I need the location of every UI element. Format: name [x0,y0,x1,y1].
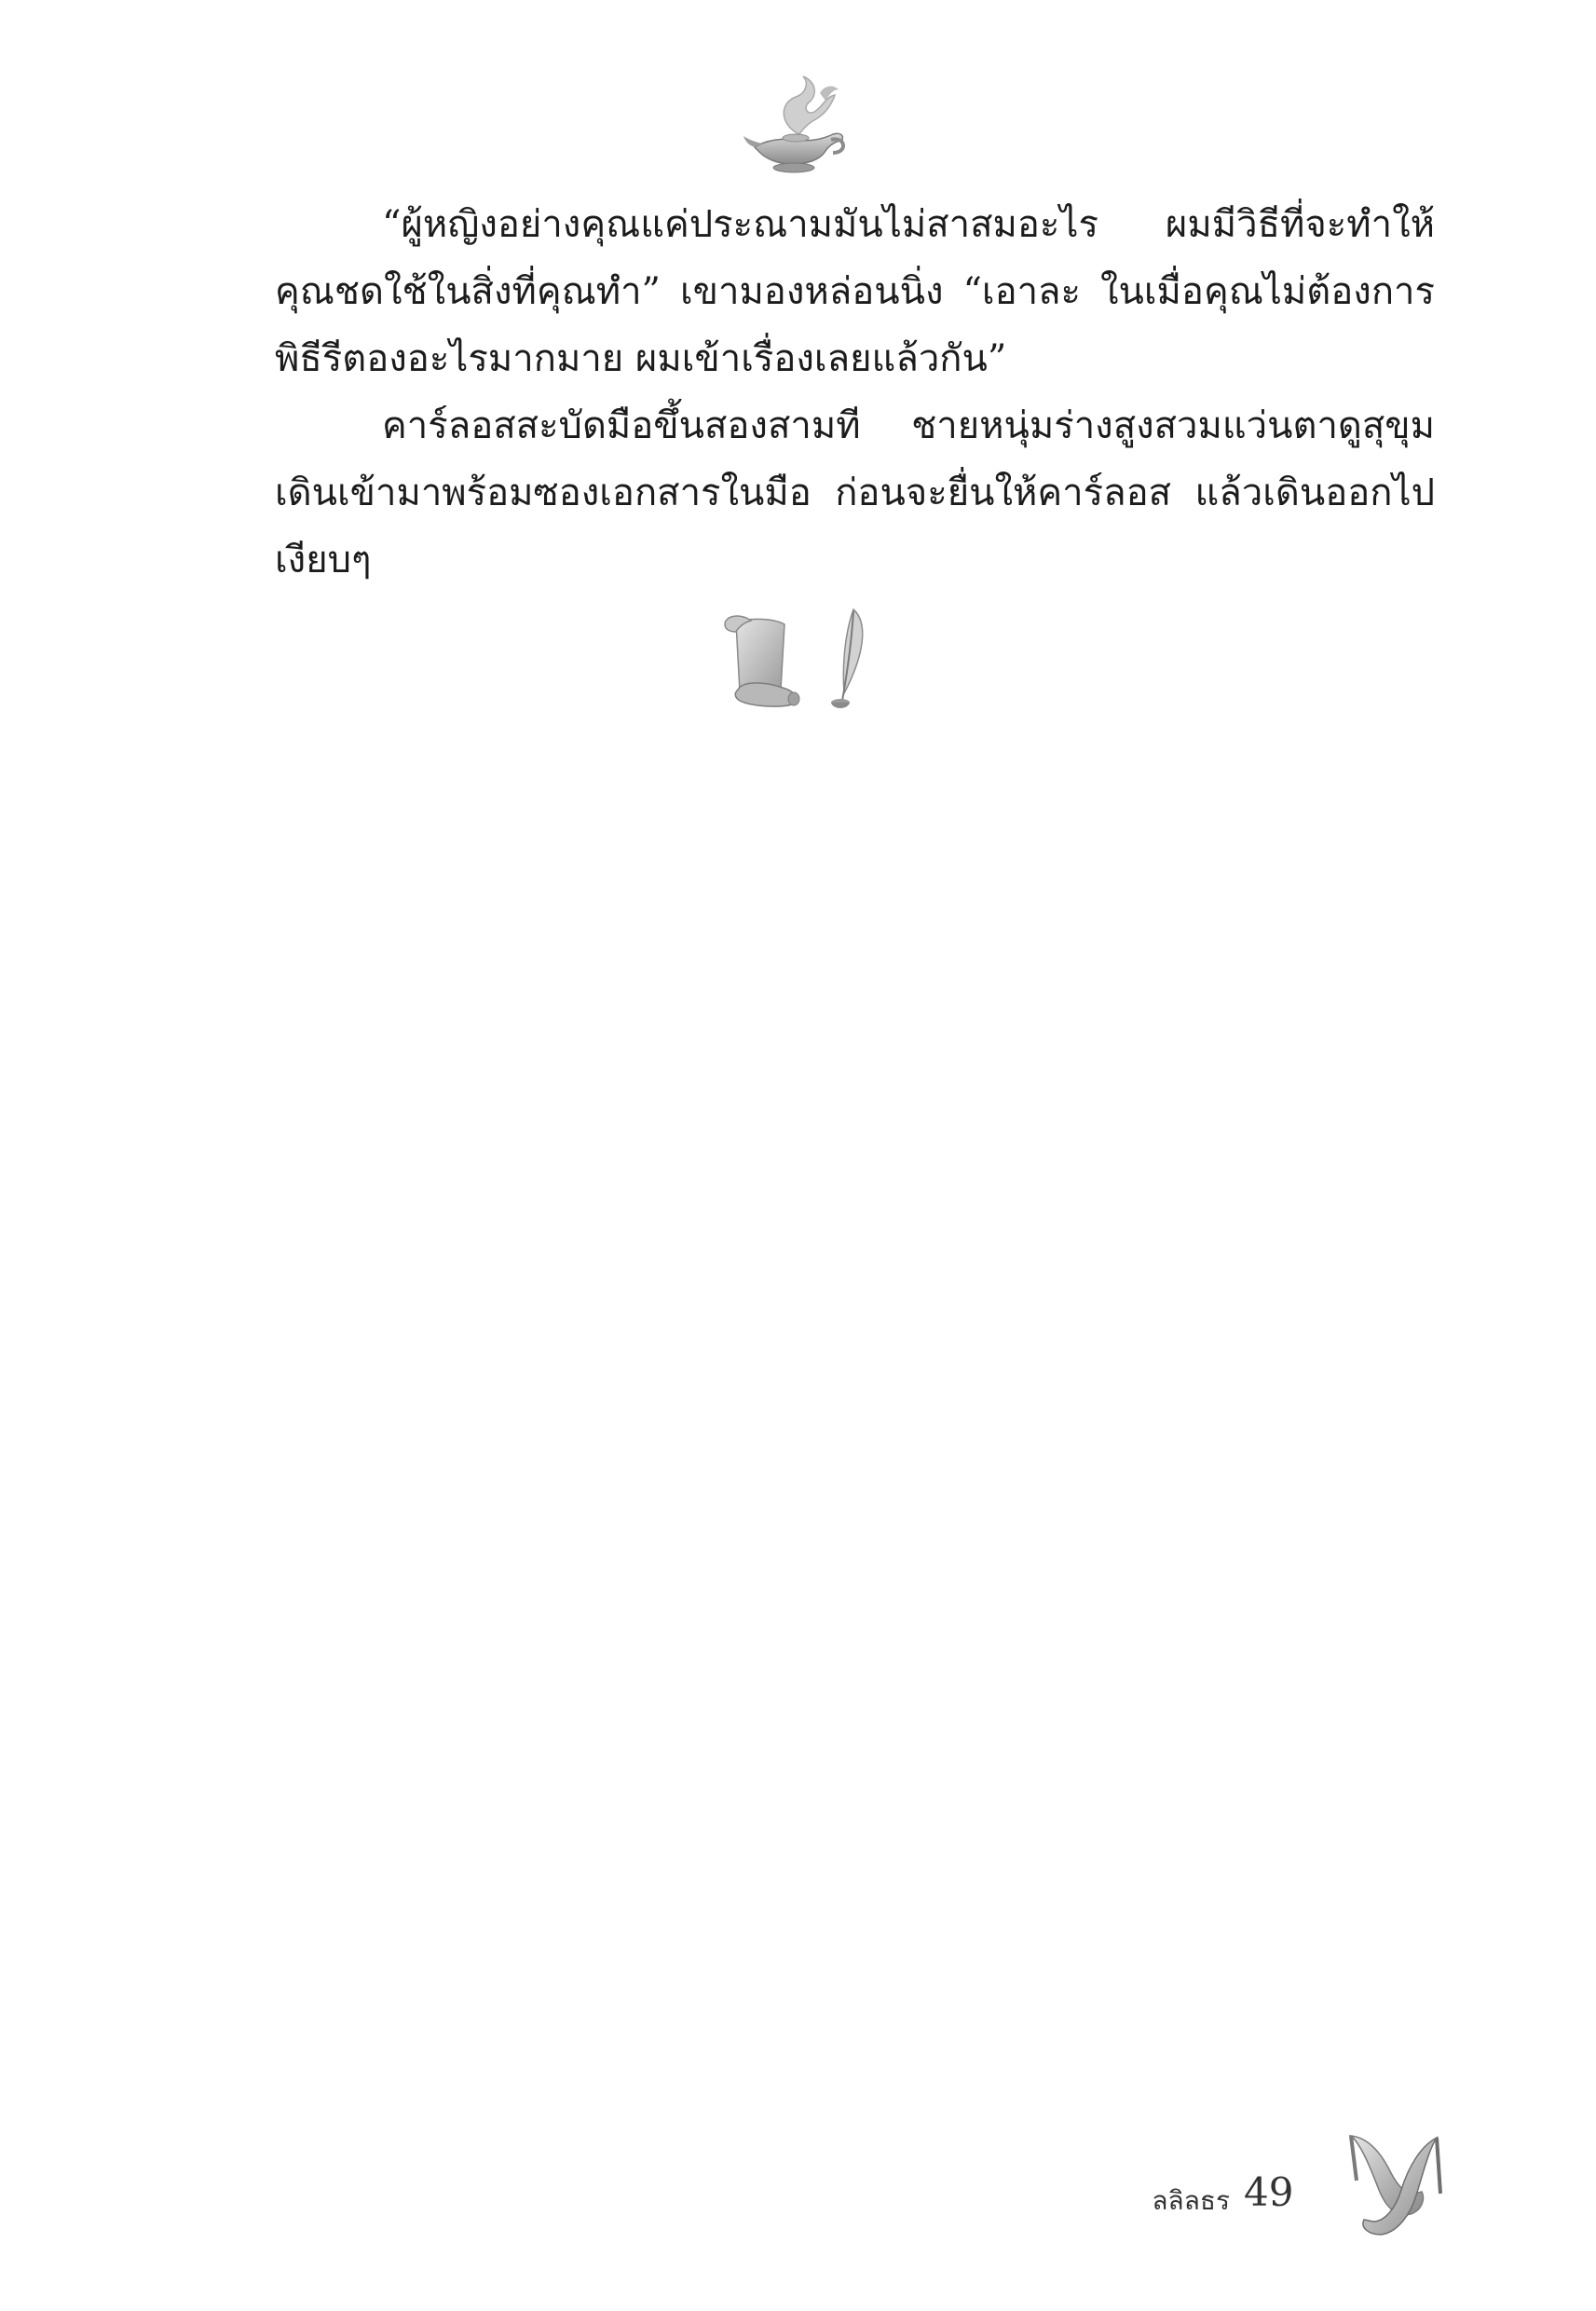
chapter-text [275,191,1435,594]
scroll-quill-icon [704,604,891,716]
high-heels-icon [1332,2125,1453,2246]
paragraph-2: คาร์ลอสสะบัดมือขึ้นสองสามที ชายหนุ่มร่างสูงสวมแว่นตาดูสุขุมเดินเข้ามาพร้อมซองเอกสารในมือ ก่อนจะยื่นให้คาร์ลอส แล้วเดินออกไปเงียบๆ [275,404,1435,581]
paragraph-1: “ผู้หญิงอย่างคุณแค่ประณามมันไม่สาสมอะไร ผมมีวิธีที่จะทำให้คุณชดใช้ในสิ่งที่คุณทำ” เขามองหล่อนนิ่ง “เอาละ ในเมื่อคุณไม่ต้องการพิธีรีตองอะไรมากมาย ผมเข้าเรื่องเลยแล้วกัน” [275,203,1435,380]
page-number: 49 [1244,2169,1294,2215]
genie-lamp-icon [742,75,853,177]
author-name: ลลิลธร [1152,2185,1230,2216]
page-footer [1118,2125,1453,2255]
